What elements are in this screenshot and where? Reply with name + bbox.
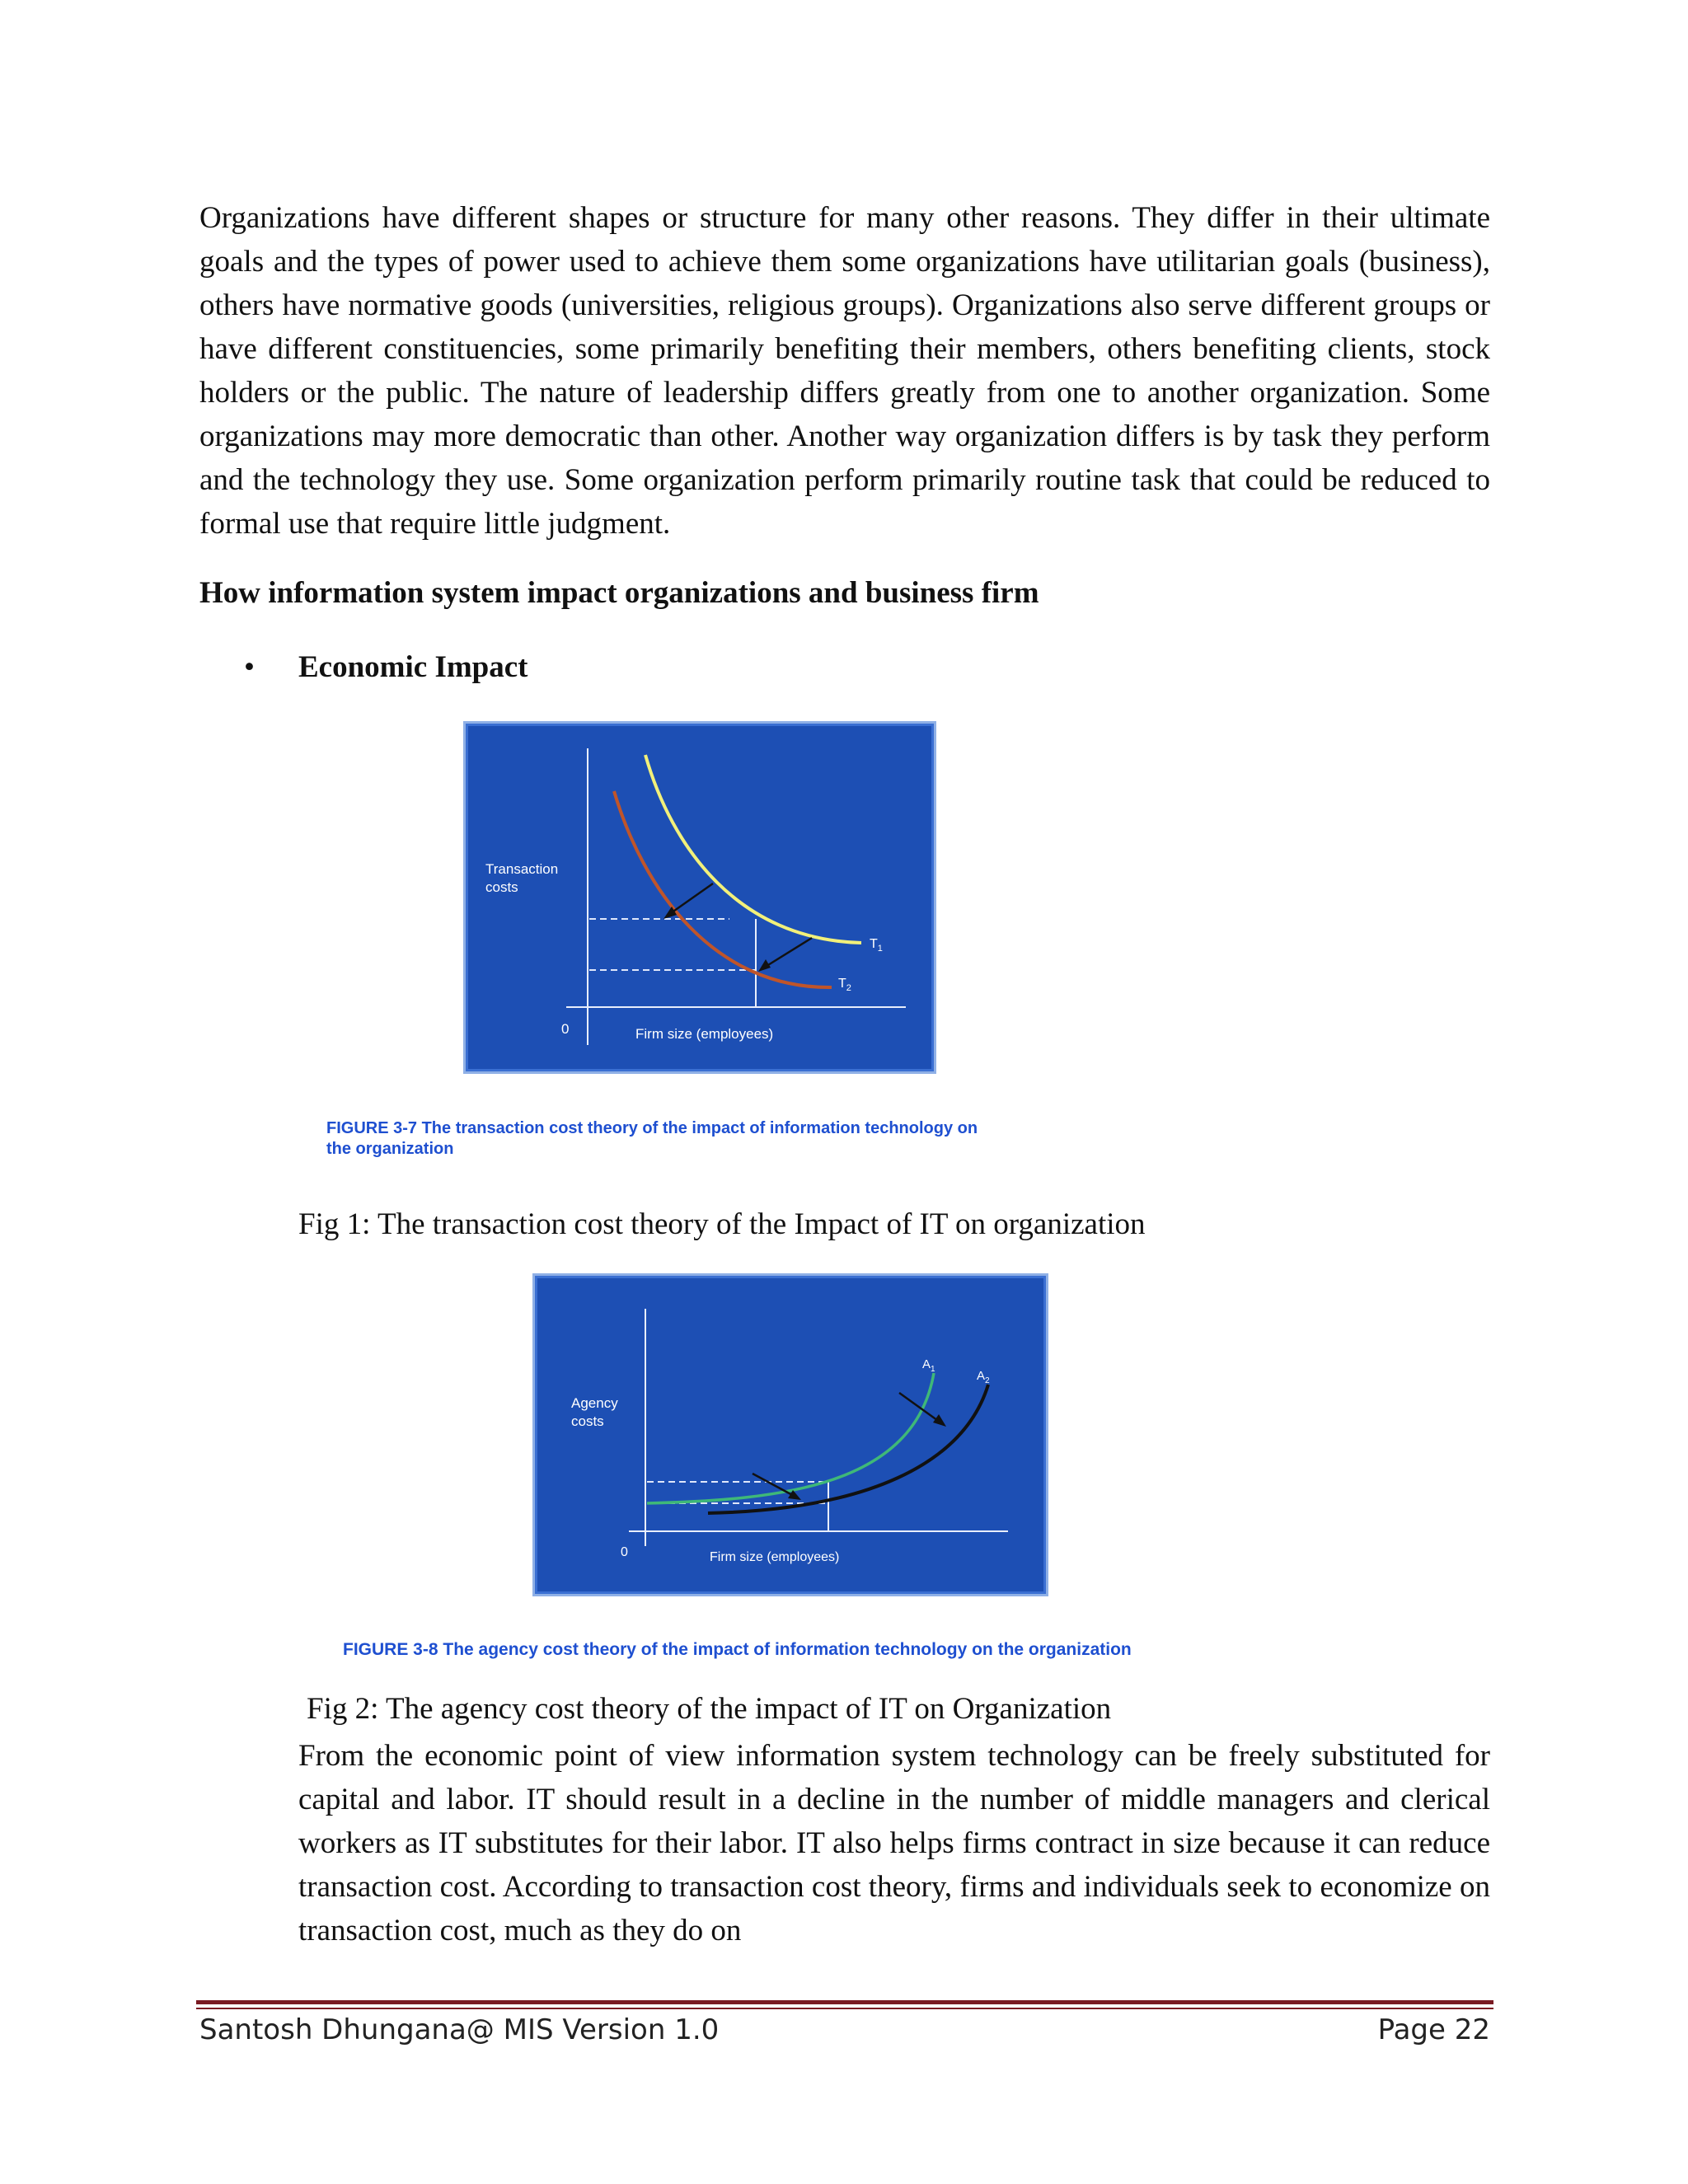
figure-1-caption: Fig 1: The transaction cost theory of the Impact of IT on organization [298, 1207, 1146, 1241]
figure-agency-cost-chart [532, 1273, 1048, 1596]
footer-page-number: Page 22 [1377, 2013, 1490, 2046]
x-axis-label: Firm size (employees) [710, 1550, 840, 1564]
arrow-icon [899, 1393, 946, 1427]
curve-t2-label: $T_2$ [838, 977, 851, 993]
paragraph-organization-differences: Organizations have different shapes or structure for many other reasons. They differ in their ultimate goals and the types of power used to achieve them some organizations have utilitarian goals (business), others have normative goods (universities, religious groups). Organizations also serve different groups or have different constituencies, some primarily benefiting their members, others benefiting clients, stock holders or the public. The nature of leadership differs greatly from one to another organization. Some organizations may more democratic than other. Another way organization differs is by task they perform and the technology they use. Some organization perform primarily routine task that could be reduced to formal use that require little judgment. [199, 201, 1490, 541]
bullet-label: Economic Impact [298, 650, 528, 684]
curve-t1-label: $T_1$ [870, 937, 883, 954]
curve-a2-label: $A_2$ [977, 1369, 990, 1385]
section-heading: How information system impact organizations and business firm [199, 576, 1039, 610]
origin-label: 0 [561, 1021, 570, 1037]
x-axis-label: Firm size (employees) [635, 1026, 774, 1042]
curve-a1 [647, 1373, 934, 1503]
agency-cost-svg [535, 1276, 1046, 1594]
arrow-icon [758, 938, 812, 972]
figure-2-caption: Fig 2: The agency cost theory of the impact of IT on Organization [307, 1692, 1112, 1726]
transaction-cost-svg [466, 724, 934, 1071]
curve-a2 [708, 1385, 988, 1513]
footer-author: Santosh Dhungana@ MIS Version 1.0 [199, 2013, 720, 2046]
y-axis-label-line2: costs [485, 879, 518, 895]
footer-rule-thin [196, 2008, 1493, 2009]
curve-a1-label: $A_1$ [922, 1357, 935, 1374]
figure-transaction-cost-chart [463, 721, 936, 1074]
y-axis-label-line1: Agency [571, 1395, 618, 1411]
bullet-icon: • [244, 650, 255, 684]
y-axis-label-line1: Transaction [485, 861, 559, 877]
arrow-icon [663, 883, 713, 919]
footer-rule [196, 2000, 1493, 2004]
y-axis-label-line2: costs [571, 1413, 604, 1429]
origin-label: 0 [621, 1545, 628, 1559]
paragraph-economic-view: From the economic point of view information system technology can be freely substituted for capital and labor. IT should result in a decline in the number of middle managers and clerical workers as IT substitutes for their labor. IT also helps firms contract in size because it can reduce transaction cost. According to transaction cost theory, firms and individuals seek to economize on transaction cost, much as they do on [298, 1739, 1490, 1947]
original-figure-caption-3-7: FIGURE 3-7 The transaction cost theory of the impact of information technology on the organization [326, 1119, 978, 1158]
original-figure-caption-3-8: FIGURE 3-8 The agency cost theory of the impact of information technology on the organization [343, 1640, 1132, 1659]
